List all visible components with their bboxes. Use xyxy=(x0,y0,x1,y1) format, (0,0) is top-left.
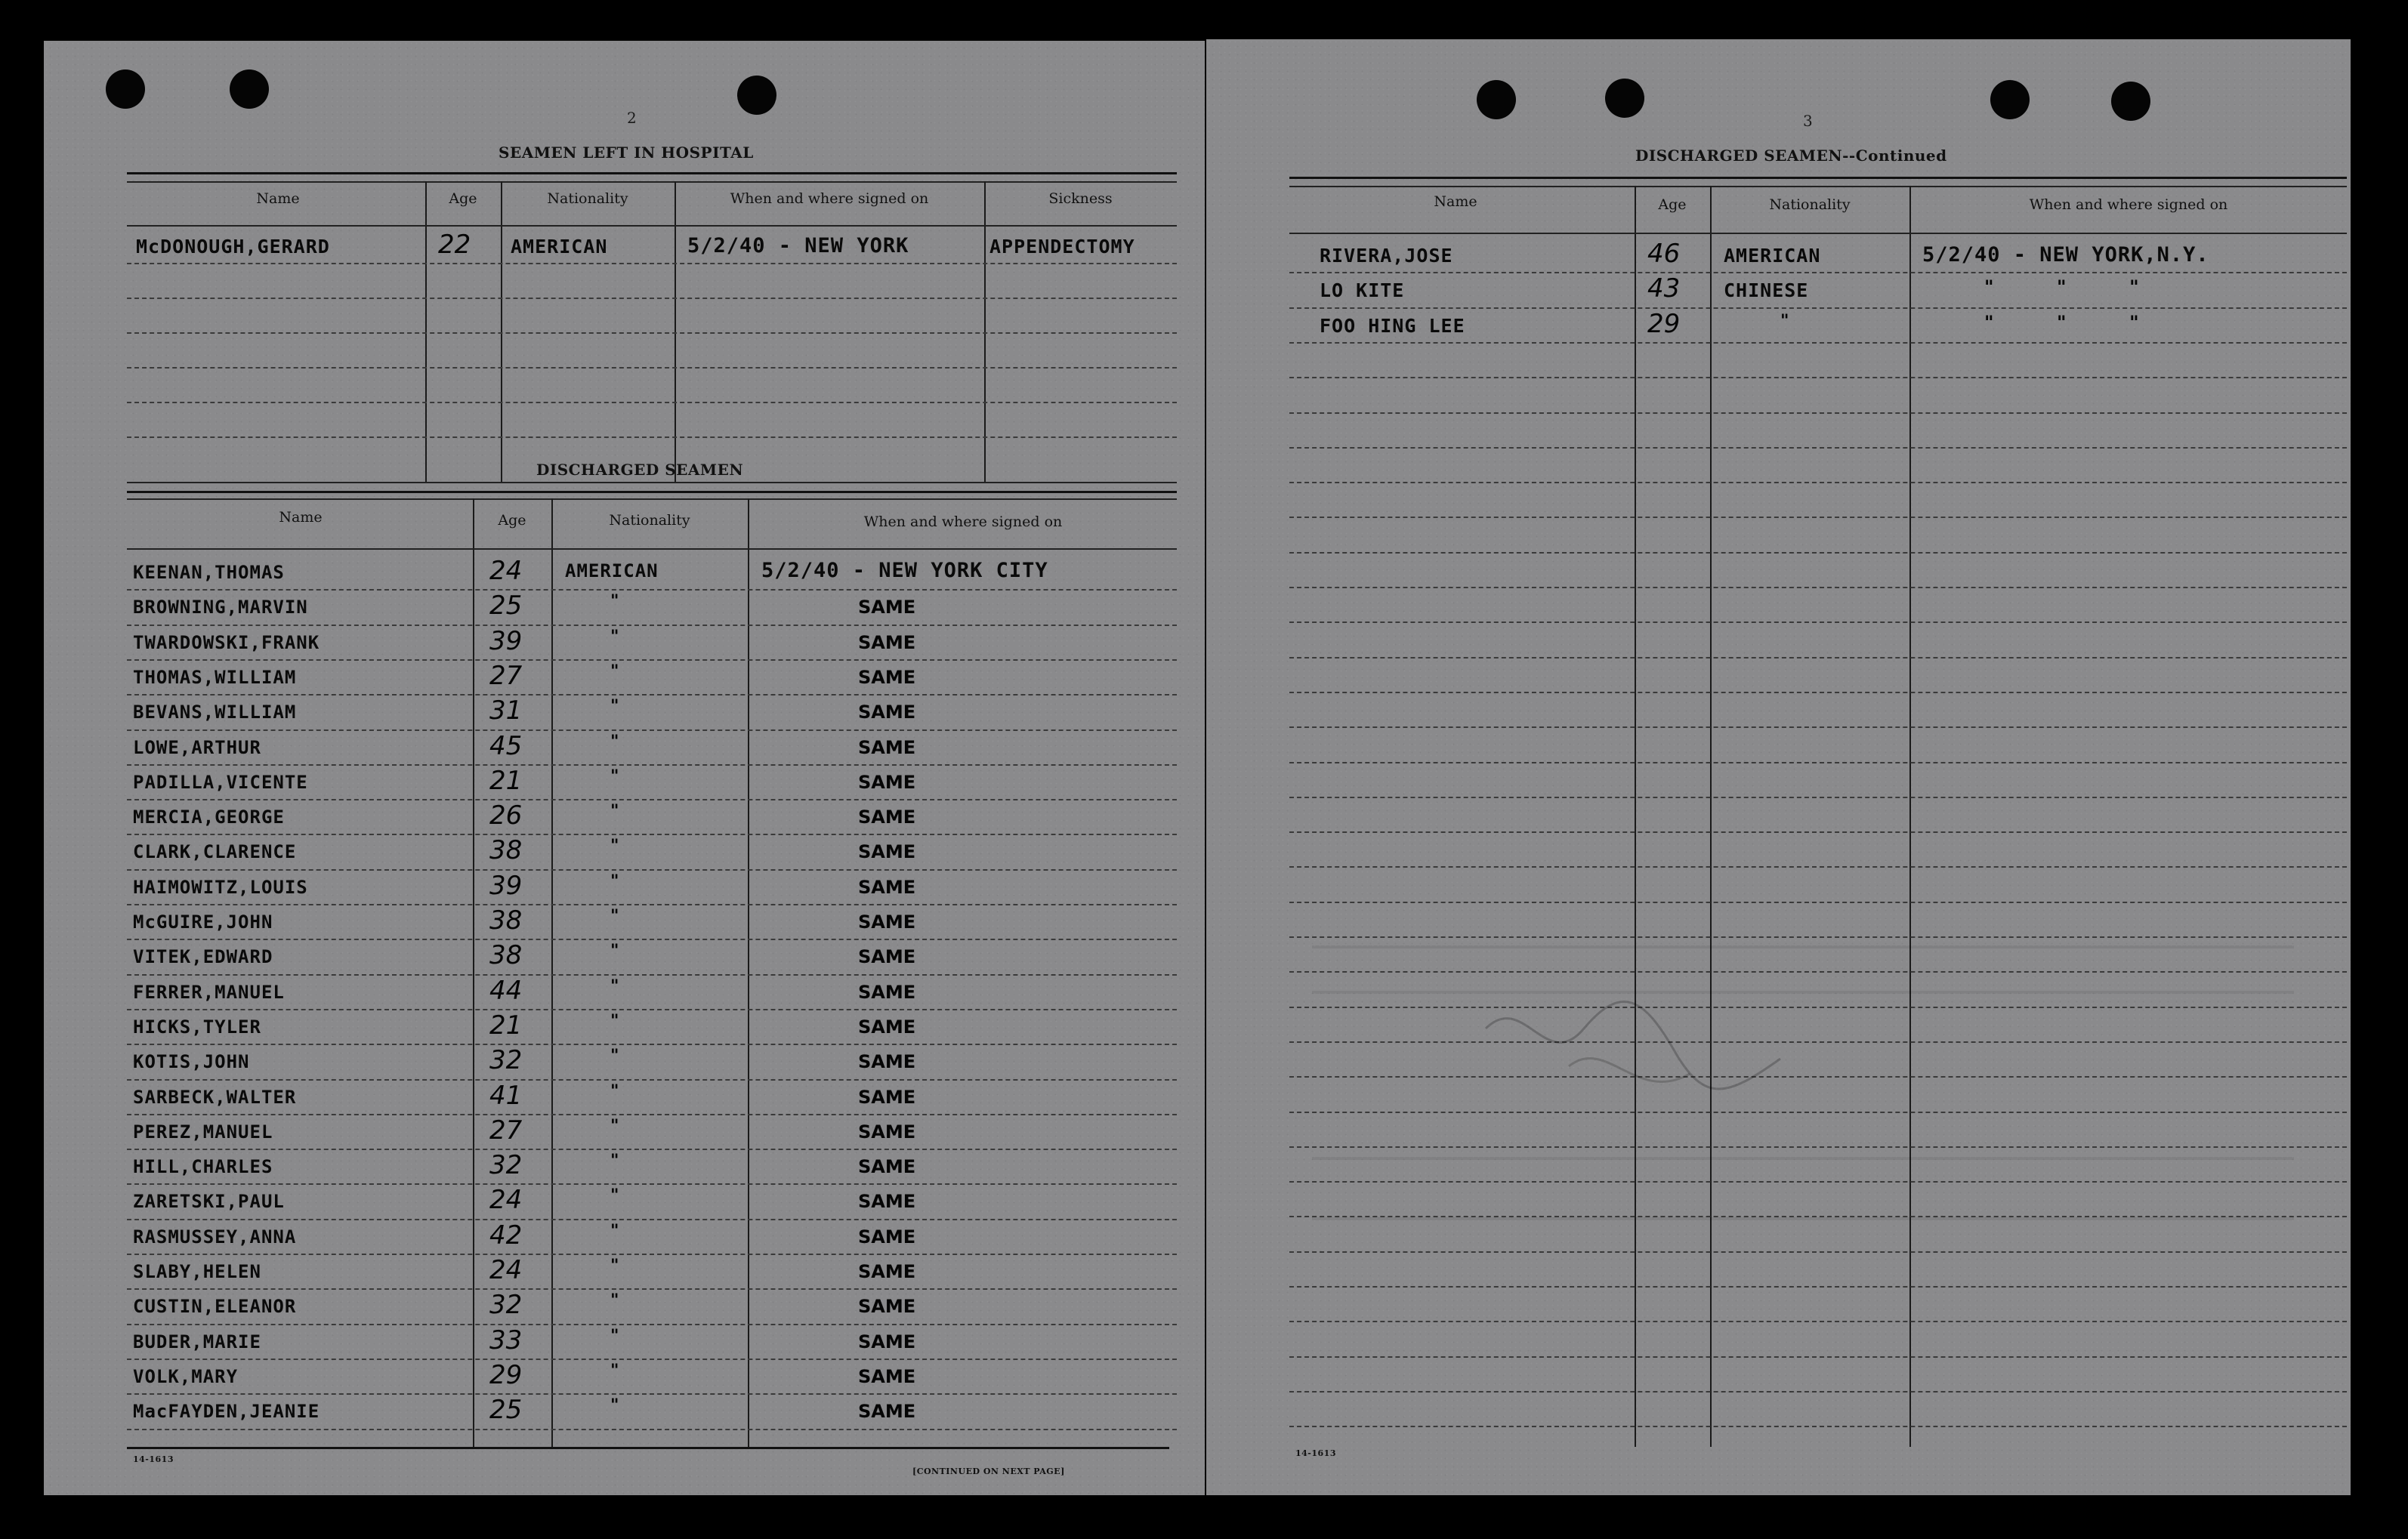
row-line xyxy=(127,764,1177,766)
seaman-age: 38 xyxy=(489,835,523,866)
row-line xyxy=(1289,726,2347,728)
row-line xyxy=(1289,657,2347,658)
ditto-mark: " xyxy=(610,871,619,891)
ditto-mark: " xyxy=(610,1152,619,1171)
seaman-name: BUDER,MARIE xyxy=(133,1331,261,1352)
seaman-name: McGUIRE,JOHN xyxy=(133,911,273,933)
row-line xyxy=(1289,1321,2347,1322)
row-line xyxy=(1289,377,2347,378)
ditto-mark: " xyxy=(610,592,619,612)
row-line xyxy=(1289,552,2347,554)
ditto-mark: " xyxy=(610,907,619,926)
ditto-mark: " xyxy=(610,802,619,822)
rule xyxy=(127,498,1177,500)
seaman-name: THOMAS,WILLIAM xyxy=(133,666,297,688)
seaman-age: 24 xyxy=(489,1255,523,1285)
seaman-age: 33 xyxy=(489,1325,523,1355)
punch-hole xyxy=(230,69,269,109)
seaman-age: 21 xyxy=(489,765,523,796)
ditto-mark: " xyxy=(610,732,619,751)
seaman-age: 25 xyxy=(489,1395,523,1426)
row-line xyxy=(1289,1391,2347,1393)
discharged-section-title: DISCHARGED SEAMEN xyxy=(536,461,744,479)
ditto-mark: " xyxy=(610,1257,619,1275)
seaman-name: HICKS,TYLER xyxy=(133,1016,261,1038)
row-line xyxy=(127,1429,1177,1430)
row-line xyxy=(1289,971,2347,973)
seaman-signed-on: SAME xyxy=(858,1086,916,1108)
row-line xyxy=(1289,692,2347,693)
seaman-age: 32 xyxy=(489,1290,523,1321)
seaman-signed-on: SAME xyxy=(858,1226,916,1248)
seaman-name: RASMUSSEY,ANNA xyxy=(133,1226,297,1248)
row-line xyxy=(127,1183,1177,1185)
ditto-mark: " xyxy=(610,1047,619,1066)
row-line xyxy=(127,1149,1177,1150)
header-rule xyxy=(127,225,1177,227)
seaman-signed-on: 5/2/40 - NEW YORK,N.Y. xyxy=(1922,243,2209,267)
seaman-signed-on: SAME xyxy=(858,981,916,1003)
row-line xyxy=(1289,866,2347,868)
seaman-signed-on: SAME xyxy=(858,702,916,723)
row-line xyxy=(127,298,1177,299)
seaman-nationality: AMERICAN xyxy=(1724,245,1821,267)
rule xyxy=(127,181,1177,183)
seaman-name: TWARDOWSKI,FRANK xyxy=(133,631,320,653)
seaman-age: 21 xyxy=(489,1010,523,1041)
col-header-sickness: Sickness xyxy=(1048,190,1113,207)
seaman-name: FOO HING LEE xyxy=(1320,314,1465,337)
seaman-name: HAIMOWITZ,LOUIS xyxy=(133,876,308,898)
ditto-mark: " xyxy=(610,1291,619,1311)
col-header-signed-on: When and where signed on xyxy=(730,190,929,207)
seaman-age: 38 xyxy=(489,940,523,971)
ditto-mark: " xyxy=(610,1396,619,1416)
punch-hole xyxy=(106,69,145,109)
seaman-age: 27 xyxy=(489,660,523,691)
seaman-name: PEREZ,MANUEL xyxy=(133,1121,273,1143)
row-line xyxy=(1289,482,2347,483)
seaman-age: 29 xyxy=(489,1359,523,1390)
column-divider xyxy=(473,498,474,1447)
row-line xyxy=(1289,307,2347,309)
header-rule xyxy=(1289,233,2347,234)
right-page xyxy=(1206,39,2351,1495)
header-rule xyxy=(127,548,1177,550)
seaman-name: MERCIA,GEORGE xyxy=(133,807,285,828)
column-divider xyxy=(748,498,749,1447)
rule xyxy=(127,1447,1169,1449)
form-number: 14-1613 xyxy=(1295,1448,1336,1458)
row-line xyxy=(1289,762,2347,763)
ditto-mark: " xyxy=(610,1081,619,1101)
row-line xyxy=(1289,831,2347,833)
row-line xyxy=(127,332,1177,334)
punch-hole xyxy=(1605,79,1644,118)
row-line xyxy=(127,1219,1177,1220)
continued-note: [CONTINUED ON NEXT PAGE] xyxy=(912,1467,1065,1476)
row-line xyxy=(127,729,1177,731)
row-line xyxy=(127,904,1177,905)
row-line xyxy=(127,1359,1177,1360)
seaman-signed-on: SAME xyxy=(858,1121,916,1143)
column-divider xyxy=(551,498,553,1447)
column-divider xyxy=(1909,186,1911,1447)
ditto-mark: " xyxy=(610,627,619,646)
row-line xyxy=(1289,1286,2347,1288)
hospital-nationality: AMERICAN xyxy=(511,236,608,258)
row-line xyxy=(127,834,1177,835)
row-line xyxy=(127,1079,1177,1081)
seaman-signed-on: SAME xyxy=(858,1296,916,1318)
seaman-signed-on: SAME xyxy=(858,946,916,968)
ditto-mark: " xyxy=(610,1361,619,1380)
rule xyxy=(127,172,1177,174)
row-line xyxy=(1289,936,2347,938)
seaman-name: FERRER,MANUEL xyxy=(133,981,285,1003)
seaman-name: VOLK,MARY xyxy=(133,1365,239,1387)
seaman-signed-on: SAME xyxy=(858,1156,916,1178)
seaman-name: CLARK,CLARENCE xyxy=(133,841,297,863)
hospital-sickness: APPENDECTOMY xyxy=(989,236,1135,258)
row-line xyxy=(1289,342,2347,344)
row-line xyxy=(127,869,1177,871)
ditto-mark: " xyxy=(610,1116,619,1136)
seaman-signed-on: SAME xyxy=(858,771,916,793)
ditto-mark: " xyxy=(610,766,619,786)
row-line xyxy=(1289,797,2347,798)
row-line xyxy=(127,589,1177,591)
seaman-age: 31 xyxy=(489,695,523,726)
seaman-signed-on: 5/2/40 - NEW YORK CITY xyxy=(761,559,1048,582)
col-header-nationality: Nationality xyxy=(547,190,628,207)
row-line xyxy=(1289,1181,2347,1183)
col-header-age: Age xyxy=(1658,196,1687,213)
row-line xyxy=(1289,517,2347,518)
col-header-name: Name xyxy=(1434,193,1477,210)
row-line xyxy=(127,1393,1177,1395)
col-header-signed-on: When and where signed on xyxy=(863,514,1063,530)
seaman-signed-on: SAME xyxy=(858,736,916,758)
seaman-age: 27 xyxy=(489,1115,523,1146)
col-header-nationality: Nationality xyxy=(609,512,690,529)
row-line xyxy=(1289,1356,2347,1358)
seaman-nationality: CHINESE xyxy=(1724,279,1809,302)
hospital-signed-on: 5/2/40 - NEW YORK xyxy=(687,234,909,258)
seaman-age: 38 xyxy=(489,905,523,936)
ditto-mark: " " " xyxy=(1984,276,2139,298)
seaman-age: 26 xyxy=(489,800,523,831)
continued-section-title: DISCHARGED SEAMEN--Continued xyxy=(1635,146,1947,165)
seaman-signed-on: SAME xyxy=(858,841,916,863)
seaman-age: 24 xyxy=(489,1185,523,1216)
ditto-mark: " xyxy=(610,976,619,996)
punch-hole xyxy=(737,76,776,115)
col-header-signed-on: When and where signed on xyxy=(2029,196,2228,213)
row-line xyxy=(127,367,1177,369)
row-line xyxy=(127,1114,1177,1115)
seaman-name: SLABY,HELEN xyxy=(133,1261,261,1282)
row-line xyxy=(1289,621,2347,623)
row-line xyxy=(127,1324,1177,1325)
seaman-nationality: AMERICAN xyxy=(565,560,659,581)
row-line xyxy=(1289,1251,2347,1253)
col-header-name: Name xyxy=(256,190,300,207)
seaman-signed-on: SAME xyxy=(858,1016,916,1038)
seaman-name: LO KITE xyxy=(1320,279,1405,302)
column-divider xyxy=(1635,186,1636,1447)
seaman-signed-on: SAME xyxy=(858,1401,916,1423)
left-page xyxy=(44,41,1205,1495)
row-line xyxy=(127,1044,1177,1045)
seaman-age: 42 xyxy=(489,1220,523,1251)
seaman-age: 32 xyxy=(489,1045,523,1076)
rule xyxy=(127,482,1177,483)
seaman-name: VITEK,EDWARD xyxy=(133,946,273,968)
seaman-signed-on: SAME xyxy=(858,876,916,898)
hospital-name: McDONOUGH,GERARD xyxy=(136,236,330,258)
row-line xyxy=(1289,272,2347,273)
row-line xyxy=(1289,1146,2347,1148)
seaman-age: 45 xyxy=(489,730,523,761)
ditto-mark: " xyxy=(610,662,619,681)
row-line xyxy=(127,1254,1177,1255)
ditto-mark: " " " xyxy=(1984,311,2139,333)
seaman-age: 41 xyxy=(489,1080,523,1111)
row-line xyxy=(1289,412,2347,414)
seaman-signed-on: SAME xyxy=(858,807,916,828)
seaman-signed-on: SAME xyxy=(858,1051,916,1073)
seaman-signed-on: SAME xyxy=(858,911,916,933)
form-number: 14-1613 xyxy=(133,1454,174,1464)
row-line xyxy=(1289,1041,2347,1043)
seaman-age: 32 xyxy=(489,1150,523,1181)
seaman-name: ZARETSKI,PAUL xyxy=(133,1191,285,1213)
row-line xyxy=(127,974,1177,976)
ditto-mark: " xyxy=(610,1326,619,1346)
seaman-signed-on: SAME xyxy=(858,666,916,688)
column-divider xyxy=(1710,186,1712,1447)
ditto-mark: " xyxy=(610,1011,619,1031)
seaman-name: BROWNING,MARVIN xyxy=(133,597,308,618)
row-line xyxy=(1289,902,2347,903)
seaman-signed-on: SAME xyxy=(858,631,916,653)
row-line xyxy=(1289,587,2347,588)
col-header-age: Age xyxy=(498,512,526,529)
seaman-signed-on: SAME xyxy=(858,1261,916,1282)
page-number: 3 xyxy=(1803,112,1813,130)
row-line xyxy=(127,659,1177,661)
row-line xyxy=(127,1009,1177,1010)
hospital-age: 22 xyxy=(438,230,471,260)
seaman-name: CUSTIN,ELEANOR xyxy=(133,1296,297,1318)
seaman-age: 46 xyxy=(1647,239,1681,269)
seaman-age: 29 xyxy=(1647,308,1681,339)
ditto-mark: " xyxy=(610,837,619,856)
seaman-name: HILL,CHARLES xyxy=(133,1156,273,1178)
row-line xyxy=(127,263,1177,264)
col-header-age: Age xyxy=(449,190,477,207)
row-line xyxy=(127,799,1177,800)
ditto-mark: " xyxy=(610,942,619,961)
seaman-age: 39 xyxy=(489,870,523,901)
seaman-age: 43 xyxy=(1647,273,1681,304)
row-line xyxy=(1289,1076,2347,1078)
seaman-name: RIVERA,JOSE xyxy=(1320,245,1453,267)
ditto-mark: " xyxy=(610,1221,619,1241)
punch-hole xyxy=(1990,80,2030,119)
row-line xyxy=(127,939,1177,940)
row-line xyxy=(127,436,1177,438)
seaman-age: 25 xyxy=(489,591,523,621)
seaman-name: MacFAYDEN,JEANIE xyxy=(133,1401,320,1423)
hospital-section-title: SEAMEN LEFT IN HOSPITAL xyxy=(499,143,754,162)
seaman-signed-on: SAME xyxy=(858,597,916,618)
rule xyxy=(1289,186,2347,187)
seaman-age: 24 xyxy=(489,556,523,586)
seaman-name: BEVANS,WILLIAM xyxy=(133,702,297,723)
seaman-signed-on: SAME xyxy=(858,1365,916,1387)
seaman-signed-on: SAME xyxy=(858,1331,916,1352)
row-line xyxy=(1289,447,2347,449)
seaman-age: 44 xyxy=(489,975,523,1006)
page-number: 2 xyxy=(627,109,637,127)
row-line xyxy=(1289,1426,2347,1427)
row-line xyxy=(127,1288,1177,1290)
row-line xyxy=(1289,1007,2347,1008)
seaman-age: 39 xyxy=(489,625,523,656)
seaman-name: PADILLA,VICENTE xyxy=(133,771,308,793)
seaman-signed-on: SAME xyxy=(858,1191,916,1213)
col-header-name: Name xyxy=(279,509,323,526)
row-line xyxy=(127,625,1177,626)
rule xyxy=(127,491,1177,493)
ditto-mark: " xyxy=(610,1186,619,1206)
punch-hole xyxy=(2111,82,2150,121)
row-line xyxy=(127,694,1177,695)
seaman-name: KEENAN,THOMAS xyxy=(133,562,285,583)
ditto-mark: " xyxy=(1780,311,1789,331)
seaman-name: LOWE,ARTHUR xyxy=(133,736,261,758)
row-line xyxy=(127,402,1177,403)
row-line xyxy=(1289,1112,2347,1113)
punch-hole xyxy=(1477,80,1516,119)
ditto-mark: " xyxy=(610,697,619,717)
col-header-nationality: Nationality xyxy=(1769,196,1851,213)
signature-bleed-through xyxy=(1478,983,1795,1119)
seaman-name: KOTIS,JOHN xyxy=(133,1051,250,1073)
rule xyxy=(1289,177,2347,179)
seaman-name: SARBECK,WALTER xyxy=(133,1086,297,1108)
